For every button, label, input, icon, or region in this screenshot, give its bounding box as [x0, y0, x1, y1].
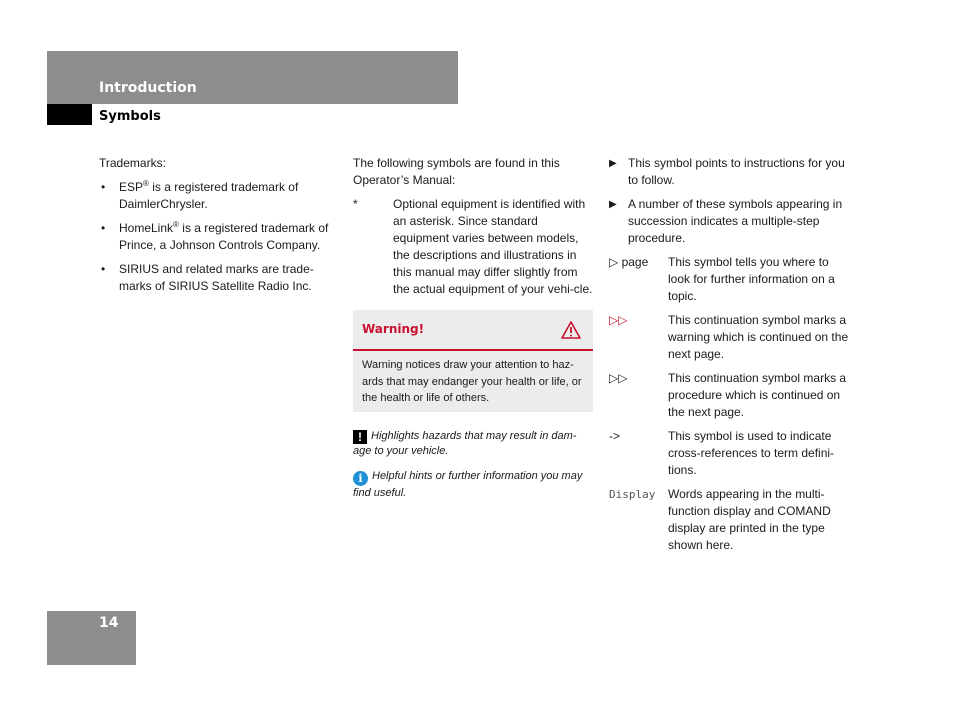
exclamation-icon: ! — [353, 430, 367, 444]
warning-text: Warning notices draw your attention to haz-ards that may endanger your health or life, or the health or life of others. — [362, 359, 582, 404]
section-marker — [47, 104, 92, 125]
warning-label: Warning! — [362, 322, 425, 336]
cross-reference-text: This symbol is used to indicate cross-references to term defini-tions. — [668, 429, 835, 477]
item-text: SIRIUS and related marks are trade-marks of SIRIUS Satellite Radio Inc. — [119, 262, 314, 293]
warning-header — [353, 310, 593, 351]
warning-continuation-symbol: ▷▷ — [609, 313, 628, 327]
page-reference-text: This symbol tells you where to look for further information on a topic. — [668, 255, 835, 303]
trademarks-heading: Trademarks: — [99, 156, 166, 170]
symbols-intro-column — [353, 155, 593, 511]
display-text-row — [609, 486, 849, 554]
play-arrow-icon: ▶ — [609, 158, 617, 169]
trademarks-list — [99, 179, 331, 295]
chapter-title: Introduction — [99, 80, 197, 96]
trademarks-column — [99, 155, 331, 302]
registered-mark: ® — [173, 220, 179, 229]
warning-continuation-row — [609, 312, 849, 363]
procedure-continuation-text: This continuation symbol marks a procedure which is continued on the next page. — [668, 371, 847, 419]
hazard-note — [353, 429, 593, 459]
warning-triangle-icon — [561, 321, 581, 339]
page-reference-row — [609, 254, 849, 305]
procedure-continuation-symbol: ▷▷ — [609, 371, 628, 385]
registered-mark: ® — [143, 179, 149, 188]
warning-continuation-text: This continuation symbol marks a warning which is continued on the next page. — [668, 313, 849, 361]
instruction-row — [609, 155, 849, 189]
item-text: ESP — [119, 180, 144, 194]
play-arrow-icon: ▶ — [609, 199, 617, 210]
symbols-legend-column — [609, 155, 849, 561]
item-text: HomeLink — [119, 221, 174, 235]
display-text-symbol: Display — [609, 488, 656, 501]
instruction-row — [609, 196, 849, 247]
instruction-text: This symbol points to instructions for you to follow. — [628, 156, 845, 187]
procedure-continuation-row — [609, 370, 849, 421]
section-title: Symbols — [99, 109, 161, 124]
hazard-note-text: Highlights hazards that may result in dam-age to your vehicle. — [353, 429, 577, 457]
asterisk-description: Optional equipment is identified with an asterisk. Since standard equipment varies between models, the descriptions and illustrations in this manual may differ slightly from the actual equipment of your vehi-cle. — [393, 197, 593, 296]
display-text-description: Words appearing in the multi-function display and COMAND display are printed in the type shown here. — [668, 487, 831, 552]
warning-box — [353, 310, 593, 412]
cross-reference-symbol: -> — [609, 429, 621, 443]
intro-text: The following symbols are found in this Operator’s Manual: — [353, 156, 560, 187]
info-icon: i — [353, 471, 368, 486]
item-text: is a registered trademark of DaimlerChrysler. — [119, 180, 299, 211]
asterisk-symbol: * — [353, 197, 358, 211]
info-note-text: Helpful hints or further information you may find useful. — [353, 469, 583, 499]
page-reference-symbol: ▷ page — [609, 255, 649, 269]
list-item — [99, 261, 331, 295]
asterisk-row — [353, 196, 593, 298]
item-text: is a registered trademark of Prince, a Johnson Controls Company. — [119, 221, 329, 252]
cross-reference-row — [609, 428, 849, 479]
page-number-band — [47, 611, 136, 665]
info-note — [353, 469, 593, 501]
list-item — [99, 220, 331, 254]
instruction-text: A number of these symbols appearing in succession indicates a multiple-step procedure. — [628, 197, 843, 245]
page-number: 14 — [99, 615, 119, 631]
list-item — [99, 179, 331, 213]
